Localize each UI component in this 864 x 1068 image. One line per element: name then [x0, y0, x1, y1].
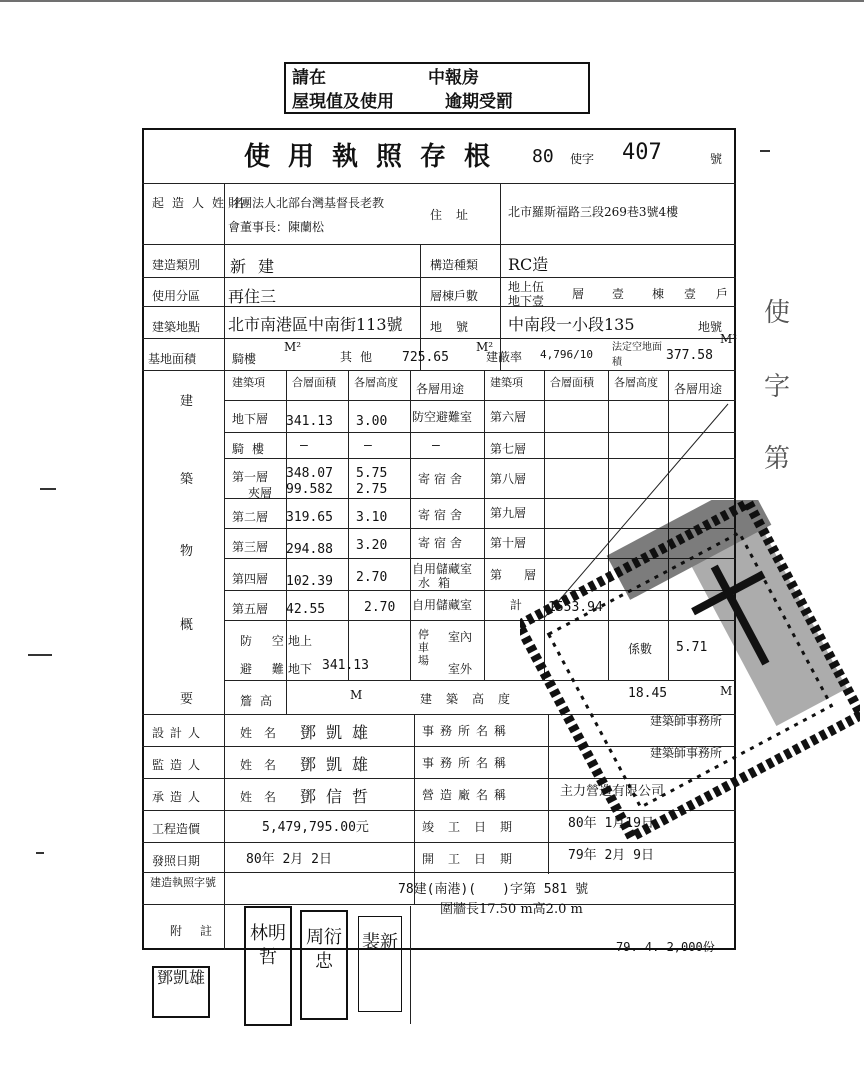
floor-label: 第三層	[232, 540, 269, 554]
header-area: 合層面積	[292, 376, 336, 389]
edge-tick	[36, 852, 44, 854]
structure-label: 構造種類	[430, 258, 479, 272]
floor-label-right: 第六層	[490, 410, 527, 424]
floor-label-right: 第十層	[490, 536, 527, 550]
designer-name-label: 姓名	[240, 726, 289, 740]
zoning-value: 再住三	[228, 287, 277, 306]
floor-label: 夾層	[248, 486, 273, 500]
grid-line	[414, 714, 415, 904]
fence-note: 圍牆長17.50 m高2.0 m	[440, 902, 583, 917]
approval-stamp-1: 林明哲	[244, 906, 292, 1026]
designer-label: 設計人	[152, 726, 207, 740]
building-height-unit: M	[720, 684, 733, 698]
floor-area: 42.55	[286, 602, 326, 617]
floor-area: 341.13	[286, 414, 333, 429]
floor-height: —	[364, 438, 372, 453]
cost-label: 工程造價	[152, 822, 201, 836]
total-area: 1553.94	[548, 600, 603, 615]
contractor-company: 主力營造有限公司	[560, 784, 665, 799]
contractor-name-label: 姓名	[240, 790, 289, 804]
floor-use: 寄宿舍	[418, 472, 467, 486]
side-char: 建	[180, 394, 194, 409]
serial-year: 80	[532, 146, 554, 167]
serial-number: 407	[622, 140, 662, 165]
floor-area: 319.65	[286, 510, 333, 525]
completion-date: 80年 1月19日	[568, 816, 654, 831]
floor-height: 2.75	[356, 482, 388, 497]
floors-unit-3: 戶	[716, 287, 729, 301]
supervisor-office-label: 事務所名稱	[422, 756, 513, 770]
designer-office: 建築師事務所	[650, 714, 723, 728]
designer-office-label: 事務所名稱	[422, 724, 513, 738]
legal-value: 377.58	[666, 348, 713, 363]
page-title: 使用執照存根	[244, 142, 509, 172]
floor-area: —	[300, 438, 308, 453]
building-height-value: 18.45	[628, 686, 668, 701]
floors-above: 地上伍	[508, 280, 545, 294]
supervisor-name: 鄧凱雄	[300, 755, 379, 774]
grid-line	[500, 183, 501, 370]
side-char: 要	[180, 692, 194, 707]
side-char: 築	[180, 472, 194, 487]
supervisor-label: 監造人	[152, 758, 207, 772]
floor-label: 第五層	[232, 602, 269, 616]
floor-use: 自用儲藏室	[412, 598, 473, 612]
edge-mark: 使	[764, 298, 791, 328]
remark-label: 附註	[170, 924, 231, 938]
eave-height-label: 簷高	[240, 694, 281, 708]
issue-date: 80年 2月 2日	[246, 852, 332, 867]
land-unit: 地號	[698, 320, 723, 334]
contractor-label: 承造人	[152, 790, 207, 804]
floor-height: 5.75	[356, 466, 388, 481]
floors-unit-1: 層	[572, 287, 585, 301]
serial-word: 使字	[570, 152, 595, 166]
applicant-label: 起造人姓名	[152, 196, 253, 210]
total-label: 計	[510, 598, 523, 612]
shelter-below-label: 地下	[288, 662, 313, 676]
start-date: 79年 2月 9日	[568, 848, 654, 863]
notice-box	[284, 62, 590, 114]
grid-line	[142, 370, 736, 371]
grid-line	[142, 244, 736, 245]
ratio-value: 5.71	[676, 640, 708, 655]
notice-line-1: 請在 中報房	[292, 68, 479, 88]
grid-line	[142, 183, 736, 184]
floor-label-right: 第層	[490, 568, 559, 582]
floor-label: 第一層	[232, 470, 269, 484]
floor-use: 寄宿舍	[418, 536, 467, 550]
land-value: 中南段一小段135	[508, 315, 635, 334]
contractor-company-label: 營造廠名稱	[422, 788, 513, 802]
edge-tick	[40, 488, 56, 490]
floor-area: 294.88	[286, 542, 333, 557]
floor-area: 348.07	[286, 466, 333, 481]
land-label: 地號	[430, 320, 483, 334]
floors-bldg: 壹	[612, 287, 625, 301]
floor-label-right: 第八層	[490, 472, 527, 486]
notice-line-2: 屋現值及使用 逾期受罰	[292, 92, 513, 112]
grid-line	[142, 277, 736, 278]
grid-line	[410, 370, 411, 680]
shelter-label-2: 避 難	[240, 662, 292, 676]
header-area-right: 合層面積	[550, 376, 594, 389]
completion-label: 竣工日期	[422, 820, 527, 834]
ratio-label: 係數	[628, 642, 653, 656]
approval-stamp-2: 周衍忠	[300, 910, 348, 1020]
coverage-value: 4,796/10	[540, 348, 593, 361]
floors-below: 地下壹	[508, 294, 545, 308]
shelter-below-value: 341.13	[322, 658, 369, 673]
grid-line	[142, 842, 736, 843]
grid-line	[142, 904, 736, 905]
floor-area: 99.582	[286, 482, 333, 497]
header-item: 建築項	[232, 376, 265, 389]
applicant-name-2: 會董事長：陳蘭松	[228, 220, 325, 234]
permit-value: 78建(南港)( )字第 581 號	[398, 882, 589, 897]
parking-indoor: 室內	[448, 630, 473, 644]
header-height: 各層高度	[354, 376, 398, 389]
print-count: 79. 4. 2,000份	[616, 940, 715, 954]
other-unit: M²	[476, 340, 494, 354]
top-scan-edge	[0, 0, 864, 2]
floor-label: 騎樓	[232, 442, 273, 456]
designer-name: 鄧凱雄	[300, 723, 379, 742]
site-label: 建築地點	[152, 320, 201, 334]
floor-area: 102.39	[286, 574, 333, 589]
floor-label-right: 第九層	[490, 506, 527, 520]
vertical-notes	[410, 906, 441, 1024]
grid-line	[224, 183, 225, 950]
serial-suffix: 號	[710, 152, 723, 166]
water-tank: 水箱	[418, 576, 459, 590]
side-char: 物	[180, 544, 194, 559]
floor-label: 第二層	[232, 510, 269, 524]
parking-label: 停車場	[418, 628, 429, 667]
edge-mark: 第	[764, 444, 791, 474]
coverage-label: 建蔽率	[486, 350, 523, 364]
structure-value: RC造	[508, 255, 549, 274]
contractor-name: 鄧信哲	[300, 787, 379, 806]
building-height-label: 建築高度	[420, 692, 525, 706]
applicant-name-1: 財團法人北部台灣基督長老教	[228, 196, 385, 210]
floor-label: 第四層	[232, 572, 269, 586]
approval-stamp-3: 裴新	[358, 916, 402, 1012]
other-label: 其他	[340, 350, 381, 364]
eave-height-unit: M	[350, 688, 363, 702]
side-char: 概	[180, 618, 194, 633]
floor-use: 自用儲藏室	[412, 562, 473, 576]
shelter-label: 防 空	[240, 634, 292, 648]
floor-label-right: 第七層	[490, 442, 527, 456]
arcade-label: 騎樓	[232, 352, 257, 366]
floor-height: 3.20	[356, 538, 388, 553]
floors-unit-2: 棟	[652, 287, 665, 301]
edge-tick	[28, 654, 52, 656]
type-value: 新建	[230, 257, 287, 276]
site-value: 北市南港區中南街113號	[228, 315, 403, 334]
edge-mark: 字	[764, 372, 791, 402]
floor-height: 3.00	[356, 414, 388, 429]
area-label: 基地面積	[148, 352, 197, 366]
floor-use: 防空避難室	[412, 410, 473, 424]
header-item-right: 建築項	[490, 376, 523, 389]
architect-seal: 鄧凱雄	[152, 966, 210, 1018]
edge-tick	[760, 150, 770, 152]
floor-use: 寄宿舍	[418, 508, 467, 522]
header-height-right: 各層高度	[614, 376, 658, 389]
issue-label: 發照日期	[152, 854, 201, 868]
floor-use: —	[432, 438, 440, 453]
legal-label: 法定空地面積	[612, 342, 662, 368]
grid-line	[348, 370, 349, 680]
floor-label: 地下層	[232, 412, 269, 426]
address-label: 住址	[430, 208, 483, 222]
floors-label: 層棟戶數	[430, 289, 479, 303]
start-label: 開工日期	[422, 852, 527, 866]
arcade-unit: M²	[284, 340, 302, 354]
grid-line	[142, 872, 736, 873]
zoning-label: 使用分區	[152, 289, 201, 303]
floor-height: 3.10	[356, 510, 388, 525]
type-label: 建造類別	[152, 258, 201, 272]
other-value: 725.65	[402, 350, 449, 365]
address-value: 北市羅斯福路三段269巷3號4樓	[508, 205, 679, 219]
supervisor-name-label: 姓名	[240, 758, 289, 772]
floor-height: 2.70	[364, 600, 396, 615]
floor-height: 2.70	[356, 570, 388, 585]
cost-value: 5,479,795.00元	[262, 820, 369, 835]
supervisor-office: 建築師事務所	[650, 746, 723, 760]
permit-label: 建造執照字號	[150, 876, 216, 889]
grid-line	[484, 370, 485, 680]
legal-unit: M²	[720, 332, 738, 346]
header-use: 各層用途	[416, 382, 465, 396]
parking-outdoor: 室外	[448, 662, 473, 676]
seal-stamp-overlay	[520, 500, 860, 840]
shelter-above-label: 地上	[288, 634, 313, 648]
floors-household: 壹	[684, 287, 697, 301]
header-use-right: 各層用途	[674, 382, 723, 396]
